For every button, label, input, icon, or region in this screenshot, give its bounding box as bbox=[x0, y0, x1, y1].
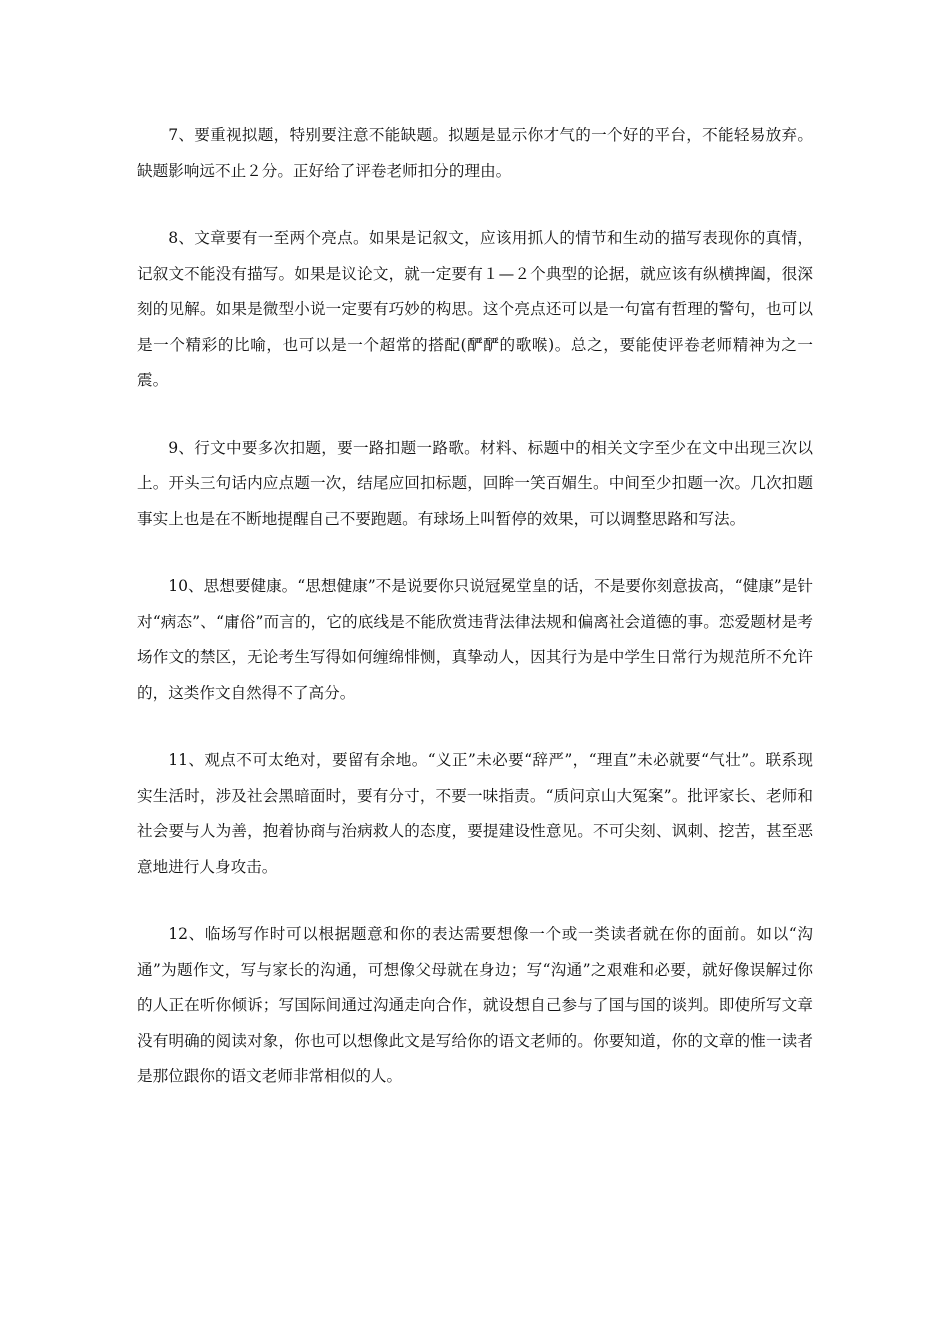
document-page bbox=[137, 118, 813, 1127]
paragraph-8: 8、文章要有一至两个亮点。如果是记叙文，应该用抓人的情节和生动的描写表现你的真情，记叙文不能没有描写。如果是议论文，就一定要有１—２个典型的论据，就应该有纵横捭阖，很深刻的见解。如果是微型小说一定要有巧妙的构思。这个亮点还可以是一句富有哲理的警句，也可以是一个精彩的比喻，也可以是一个超常的搭配(酽酽的歌喉)。总之，要能使评卷老师精神为之一震。 bbox=[137, 229, 813, 389]
paragraph-11: 11、观点不可太绝对，要留有余地。“义正”未必要“辞严”，“理直”未必就要“气壮”。联系现实生活时，涉及社会黑暗面时，要有分寸，不要一味指责。“质问京山大冤案”。批评家长、老师和社会要与人为善，抱着协商与治病救人的态度，要提建设性意见。不可尖刻、讽刺、挖苦，甚至恶意地进行人身攻击。 bbox=[137, 751, 813, 876]
paragraph-12: 12、临场写作时可以根据题意和你的表达需要想像一个或一类读者就在你的面前。如以“沟通”为题作文，写与家长的沟通，可想像父母就在身边；写“沟通”之艰难和必要，就好像误解过你的人正在听你倾诉；写国际间通过沟通走向合作，就设想自己参与了国与国的谈判。即使所写文章没有明确的阅读对象，你也可以想像此文是写给你的语文老师的。你要知道，你的文章的惟一读者是那位跟你的语文老师非常相似的人。 bbox=[137, 925, 813, 1085]
paragraph-10: 10、思想要健康。“思想健康”不是说要你只说冠冕堂皇的话，不是要你刻意拔高，“健康”是针对“病态”、“庸俗”而言的，它的底线是不能欣赏违背法律法规和偏离社会道德的事。恋爱题材是考场作文的禁区，无论考生写得如何缠绵悱恻，真挚动人，因其行为是中学生日常行为规范所不允许的，这类作文自然得不了高分。 bbox=[137, 577, 813, 702]
paragraph-7: 7、要重视拟题，特别要注意不能缺题。拟题是显示你才气的一个好的平台，不能轻易放弃。缺题影响远不止２分。正好给了评卷老师扣分的理由。 bbox=[137, 126, 813, 180]
paragraph-9: 9、行文中要多次扣题，要一路扣题一路歌。材料、标题中的相关文字至少在文中出现三次以上。开头三句话内应点题一次，结尾应回扣标题，回眸一笑百媚生。中间至少扣题一次。几次扣题事实上也是在不断地提醒自己不要跑题。有球场上叫暂停的效果，可以调整思路和写法。 bbox=[137, 438, 813, 528]
